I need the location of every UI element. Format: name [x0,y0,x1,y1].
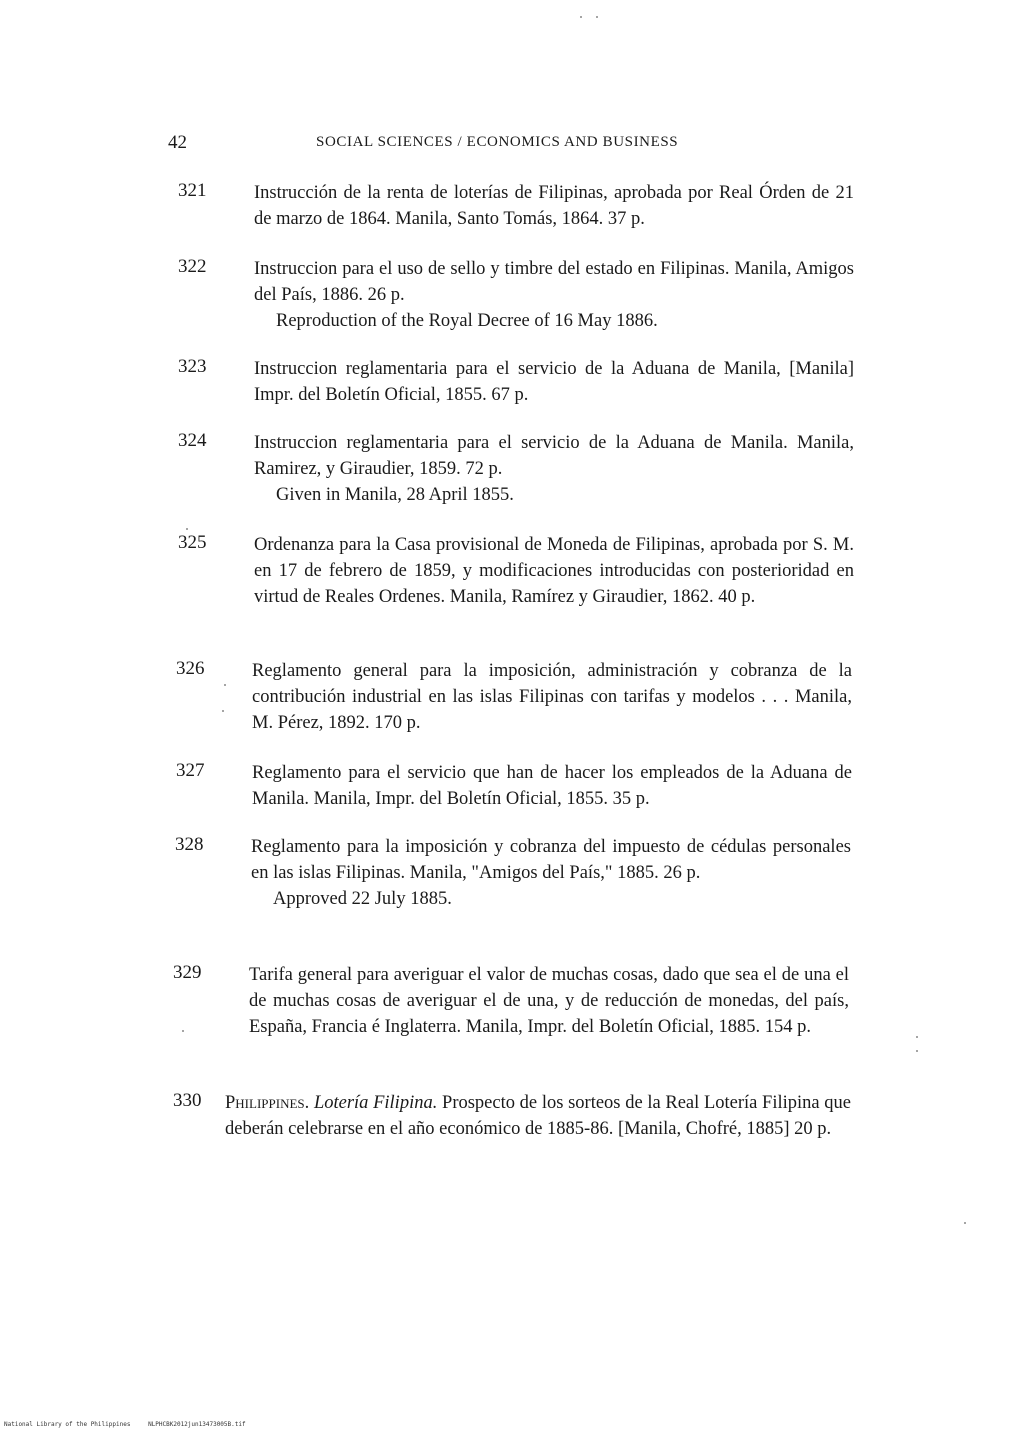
entry-number: 321 [178,180,207,201]
scan-speck [222,710,224,712]
entry-text [254,256,854,334]
entry-text [252,658,852,736]
entry-number: 329 [173,962,202,983]
entry-citation: Reglamento para el servicio que han de hacer los empleados de la Aduana de Manila. Manila, Impr. del Boletín Oficial, 1855. 35 p. [252,763,852,809]
entry-number: 322 [178,256,207,277]
entry-number: 323 [178,356,207,377]
entry-note: Reproduction of the Royal Decree of 16 May 1886. [276,311,658,331]
scan-speck [580,16,582,18]
scan-speck [224,684,226,686]
entry-description: Prospecto de los sorteos de la Real Lotería Filipina que deberán celebrarse en el año económico de 1885-86. [Manila, Chofré, 1885] 20 p. [225,1093,852,1139]
entry-number: 324 [178,430,207,451]
entry-title: Lotería Filipina. [313,1093,438,1113]
entry-number: 325 [178,532,207,553]
entry-citation: Reglamento para la imposición y cobranza del impuesto de cédulas personales en las islas Filipinas. Manila, "Amigos del País," 1885. 26 p. [251,837,851,883]
entry-citation: Instrucción de la renta de loterías de Filipinas, aprobada por Real Órden de 21 de marzo de 1864. Manila, Santo Tomás, 1864. 37 p. [254,183,854,229]
scan-footer [4,1421,246,1428]
entry-citation: Reglamento general para la imposición, administración y cobranza de la contribución industrial en las islas Filipinas con tarifas y modelos . . . Manila, M. Pérez, 1892. 170 p. [252,661,852,733]
entry-author: Philippines. [225,1093,310,1113]
entry-text [251,834,851,912]
entry-note: Given in Manila, 28 April 1855. [276,485,514,505]
entry-citation: Tarifa general para averiguar el valor de muchas cosas, dado que sea el de una el de muchas cosas de averiguar el de una, y de reducción de monedas, del país, España, Francia é Inglaterra. Manila, Impr. del Boletín Oficial, 1885. 154 p. [249,965,849,1037]
scan-speck [596,16,598,18]
scan-speck [916,1036,918,1038]
scan-speck [182,1030,184,1032]
entry-note: Approved 22 July 1885. [273,889,452,909]
page-header [168,128,728,158]
entry-text [252,760,852,812]
entry-text [225,1090,851,1142]
entry-number: 330 [173,1090,202,1111]
entry-number: 326 [176,658,205,679]
scan-speck [186,528,188,530]
entry-text [254,356,854,408]
scan-speck [964,1222,966,1224]
entry-text [254,180,854,232]
entry-citation: Instruccion para el uso de sello y timbre del estado en Filipinas. Manila, Amigos del País, 1886. 26 p. [254,259,854,305]
library-credit: National Library of the Philippines [4,1421,131,1428]
scan-file-id: NLPHCBK2012jun13473005B.tif [148,1421,246,1428]
entry-text [249,962,849,1040]
page-number: 42 [168,132,187,153]
entry-text [254,532,854,610]
running-head: SOCIAL SCIENCES / ECONOMICS AND BUSINESS [316,134,679,150]
scan-speck [916,1050,918,1052]
entry-number: 328 [175,834,204,855]
entry-citation: Instruccion reglamentaria para el servicio de la Aduana de Manila. Manila, Ramirez, y Giraudier, 1859. 72 p. [254,433,854,479]
entry-text [254,430,854,508]
entry-number: 327 [176,760,205,781]
entry-citation: Ordenanza para la Casa provisional de Moneda de Filipinas, aprobada por S. M. en 17 de febrero de 1859, y modificaciones introducidas con posterioridad en virtud de Reales Ordenes. Manila, Ramírez y Giraudier, 1862. 40 p. [254,535,854,607]
entry-citation [225,1090,851,1142]
entry-citation: Instruccion reglamentaria para el servicio de la Aduana de Manila, [Manila] Impr. del Boletín Oficial, 1855. 67 p. [254,359,854,405]
